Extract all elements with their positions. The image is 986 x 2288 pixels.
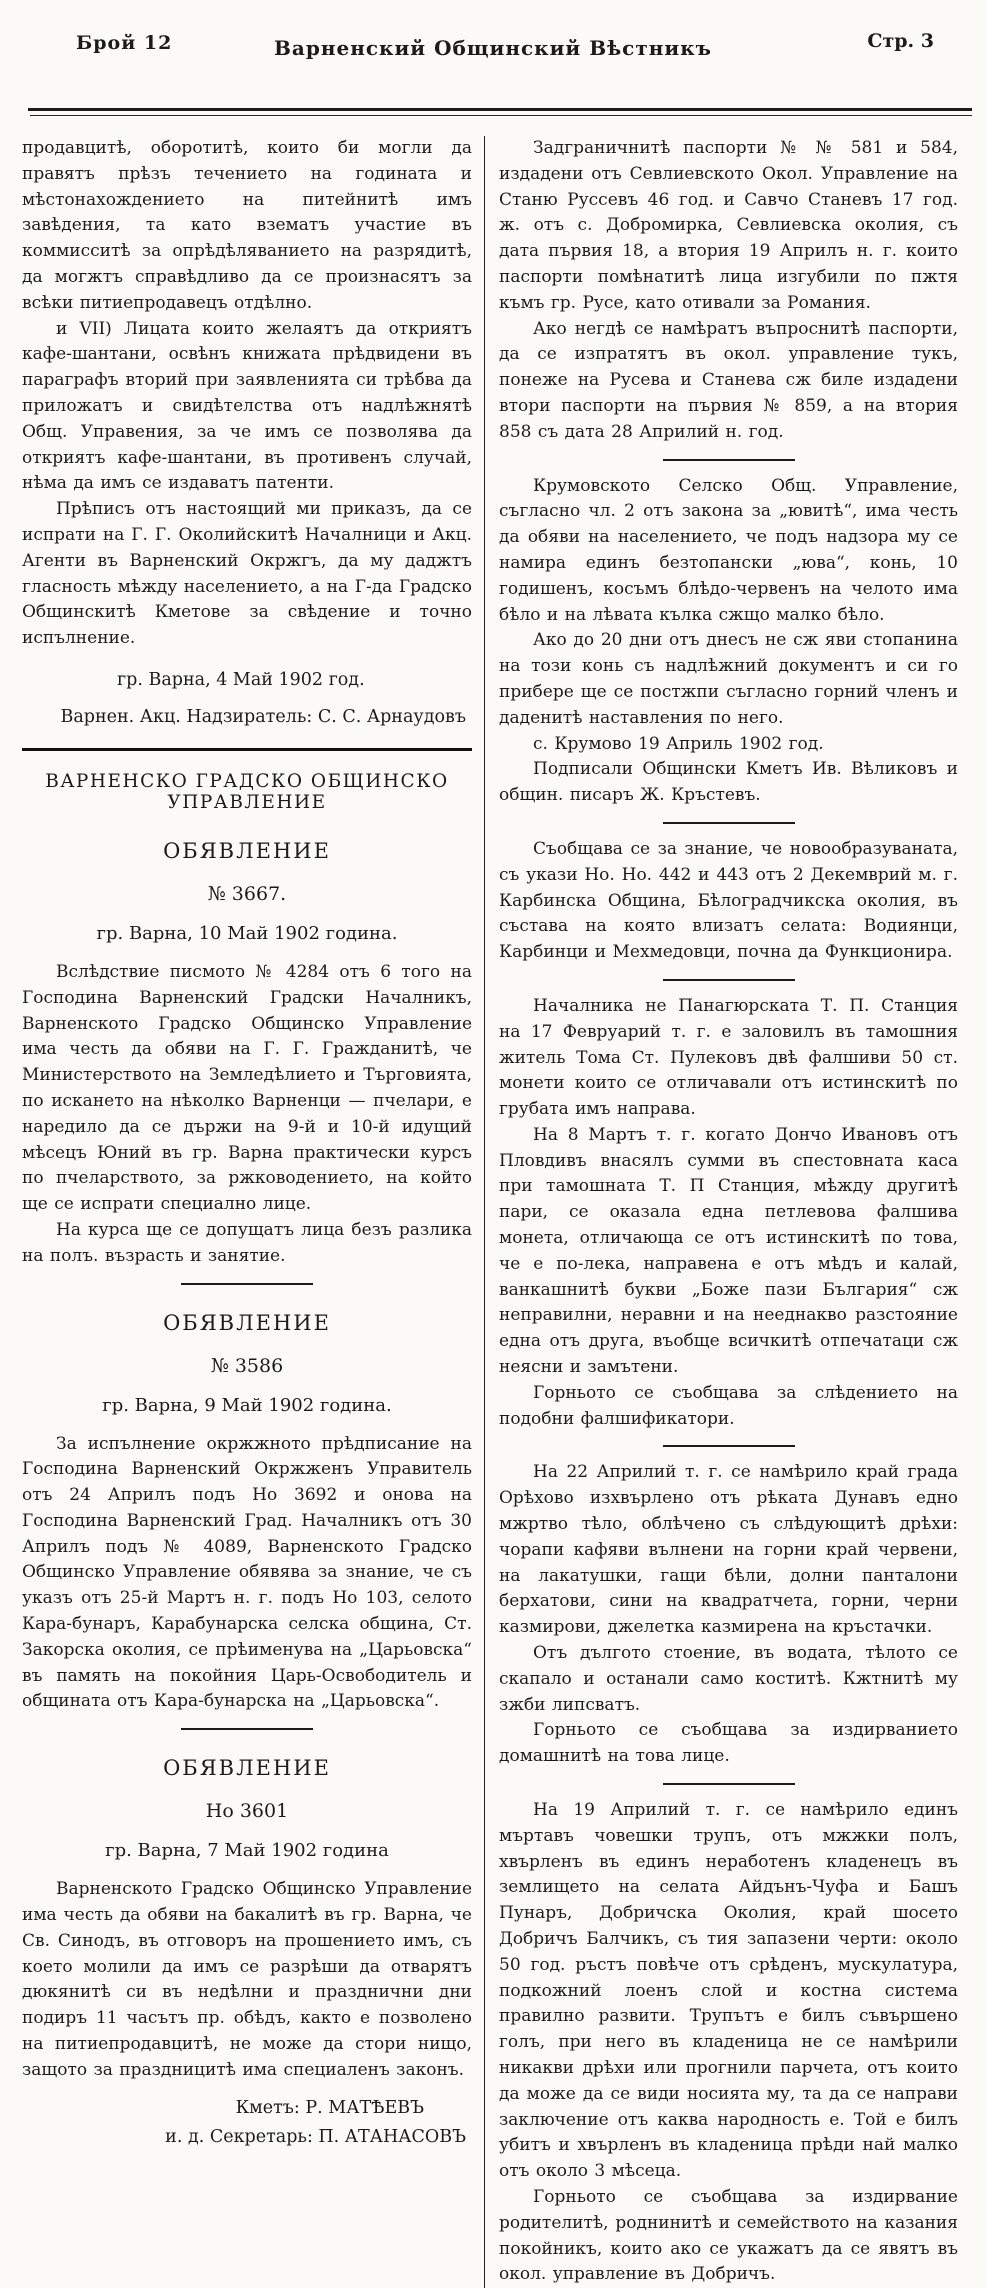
paragraph: Задграничнитѣ паспорти № № 581 и 584, издадени отъ Севлиевското Окол. Управление на Станю Руссевъ 46 год. и Савчо Станевъ 17 год. ж. отъ с. Добромирка, Севлиевска околия, съ дата първия 18, а втория 19 Априлъ н. г. които паспорти помѣнатитѣ лица изгубили по пжтя къмъ гр. Русе, като отивали за Романия. bbox=[499, 138, 958, 313]
paragraph: Горньото се съобщава за издирвание родителитѣ, роднинитѣ и семейството на казания покойникъ, които ако се укажатъ да се явятъ въ окол. управление въ Добричъ. bbox=[499, 2186, 958, 2285]
paragraph: На 19 Априлий т. г. се намѣрило единъ мъртавъ човешки трупъ, отъ мжжки полъ, хвърленъ въ единъ неработенъ кладенецъ въ землището на селата Айдънъ-Чуфа и Башъ Пунаръ, Добричска Околия, край шосето Добричъ Балчикъ, съ тия запазени черти: около 50 год. ръстъ повѣче отъ срѣденъ, мускулатура, подкожний лоенъ слой и костна система правилно развити. Трупътъ е билъ съвършено голъ, при него въ кладеница не се намѣрили никакви дрѣхи или прогнили парчета, отъ които да може да се види носията му, та да се направи заключение отъ каква народность е. Той е билъ убитъ и хвърленъ въ кладеница прѣди най малко отъ около 3 мѣсеца. bbox=[499, 1800, 958, 2182]
announcement-number: № 3586 bbox=[210, 1354, 284, 1377]
paragraph: Горньото се съобщава за издирванието домашнитѣ на това лице. bbox=[499, 1720, 958, 1767]
section-divider bbox=[663, 1783, 795, 1785]
announcement-number: № 3667. bbox=[207, 882, 287, 905]
dateline: гр. Варна, 7 Май 1902 година bbox=[105, 1840, 389, 1862]
section-divider bbox=[181, 1728, 313, 1730]
org-heading: ВАРНЕНСКО ГРАДСКО ОБЩИНСКО УПРАВЛЕНИЕ bbox=[45, 770, 449, 813]
announcement-heading: ОБЯВЛЕНИЕ bbox=[163, 1310, 331, 1335]
issue-number: Брой 12 bbox=[76, 32, 173, 54]
paragraph: Ако негдѣ се намѣратъ въпроснитѣ паспорти, да се изпратятъ въ окол. управление тукъ, понеже на Русева и Станева сж биле издадени втори паспорти на първия № 859, а на втория 858 съ дата 28 Априлий н. год. bbox=[499, 318, 958, 442]
paragraph: Ако до 20 дни отъ днесъ не сж яви стопанина на този конь съ надлѣжний документъ и си го прибере ще се постжпи съгласно горний членъ и даденитѣ наставления по него. bbox=[499, 630, 958, 728]
dateline: гр. Варна, 4 Май 1902 год. bbox=[117, 669, 365, 690]
paragraph: Отъ дългото стоение, въ водата, тѣлото се скапало и останали само коститѣ. Кжтнитѣ му зжби липсватъ. bbox=[499, 1643, 958, 1715]
paragraph: с. Крумово 19 Априль 1902 год. bbox=[533, 733, 824, 754]
masthead bbox=[0, 0, 986, 122]
right-column bbox=[484, 136, 958, 2288]
dateline: гр. Варна, 9 Май 1902 година. bbox=[102, 1394, 392, 1416]
paragraph: Началника не Панагюрската Т. П. Станция на 17 Февруарий т. г. е заловилъ въ тамошния житель Тома Ст. Пулековъ двѣ фалшиви 50 ст. монети които се отличавали отъ истинскитѣ по грубата имъ направа. bbox=[499, 995, 958, 1120]
paragraph: Крумовското Селско Общ. Управление, съгласно чл. 2 отъ закона за „ювитѣ“, има честь да обяви на населението, че подъ надзора му се намира единъ безтопански „юва“, конь, 10 годишенъ, косъмъ блѣдо-червенъ на челото има бѣло и на лѣвата кълка сжщо малко бѣло. bbox=[499, 475, 958, 625]
paragraph: Горньото се съобщава за слѣдението на подобни фалшификатори. bbox=[499, 1382, 958, 1429]
announcement-heading: ОБЯВЛЕНИЕ bbox=[163, 838, 331, 863]
paragraph: Съобщава се за знание, че новообразуваната, съ укази Но. Но. 442 и 443 отъ 2 Декемврий м. г. Карбинска Община, Бѣлоградчикска околия, въ състава на която влизатъ селата: Водиянци, Карбинци и Мехмедовци, почна да Функционира. bbox=[499, 838, 958, 963]
paragraph: На 8 Мартъ т. г. когато Дончо Ивановъ отъ Пловдивъ внасялъ сумми въ спестовната каса при тамошната Т. П Станция, мѣжду другитѣ пари, се оказала една петлевова фалшива монета, отличающа се отъ истинскитѣ по това, че е по-лека, направена е отъ мѣдъ и калай, ванкашнитѣ букви „Боже пази България“ сж неправилни, неравни и на нееднакво разстояние една отъ друга, въобще всичкитѣ отпечатаци сж неясни и замътени. bbox=[499, 1124, 958, 1378]
masthead-rule bbox=[28, 108, 972, 111]
section-divider bbox=[663, 822, 795, 824]
paragraph: Вслѣдствие писмото № 4284 отъ 6 того на Господина Варненский Градски Началникъ, Варненското Градско Общинско Управление има честь да обяви на Г. Г. Гражданитѣ, че Министерството на Земледѣлието и Търговията, по искането на нѣколко Варненци — пчелари, е наредило да се държи на 9-й и 10-й идущий мѣсецъ Юний въ гр. Варна практически курсъ по пчеларството, за ржководението, на който ще се испрати специално лице. bbox=[22, 961, 472, 1215]
paragraph: Варненското Градско Общинско Управление има честь да обяви на бакалитѣ въ гр. Варна, че Св. Синодъ, въ отговоръ на прошението имъ, съ което молили да имъ се разрѣши да отварятъ дюкянитѣ си въ недѣлни и празднични дни подиръ 11 часътъ пр. обѣдъ, както е позволено на питиепродавцитѣ, не може да стори нищо, защото за праздницитѣ има специаленъ законъ. bbox=[22, 1879, 472, 2080]
section-divider bbox=[663, 1445, 795, 1447]
section-rule bbox=[22, 748, 472, 751]
masthead-rule-thin bbox=[30, 115, 972, 116]
paragraph: За испълнение окржжното прѣдписание на Господина Варненский Окржженъ Управитель отъ 24 Априлъ подъ Но 3692 и онова на Господина Варненский Град. Началникъ отъ 30 Априлъ подъ № 4089, Варненското Градско Общинско Управление обявява за знание, че съ указъ отъ 25-й Мартъ н. г. подъ Но 103, селото Кара-бунаръ, Карабунарска селска община, Ст. Закорска околия, се прѣименува на „Царьовска“ въ память на покойния Царь-Освободитель и общината отъ Кара-бунарска на „Царьовска“. bbox=[22, 1433, 472, 1712]
paragraph: продавцитѣ, оборотитѣ, които би могли да правятъ прѣзъ течението на годината и мѣстонахождението на питейнитѣ имъ завѣдения, та като взематъ участие въ коммисситѣ за опрѣдѣляванието на разрядитѣ, да могжтъ справѣдливо да се произнасятъ за всѣки питиепродавецъ отдѣлно. bbox=[22, 138, 472, 313]
section-divider bbox=[181, 1283, 313, 1285]
announcement-heading: ОБЯВЛЕНИЕ bbox=[163, 1756, 331, 1781]
paragraph: и VII) Лицата които желаятъ да откриятъ кафе-шантани, освѣнъ книжата прѣдвидени въ параграфъ вторий при заявленията си трѣбва да приложатъ и свидѣтелства отъ надлѣжнятѣ Общ. Управения, за че имъ се позволява да откриятъ кафе-шантани, въ противенъ случай, нѣма да имъ се издаватъ патенти. bbox=[22, 318, 472, 494]
paragraph: Прѣписъ отъ настоящий ми приказъ, да се испрати на Г. Г. Околийскитѣ Началници и Акц. Агенти въ Варненский Окржгъ, да му даджтъ гласность мѣжду населението, а на Г-да Градско Общинскитѣ Кметове за свѣдение и точно испълнение. bbox=[22, 499, 472, 649]
section-divider bbox=[663, 979, 795, 981]
page-number: Стр. 3 bbox=[867, 30, 934, 52]
newspaper-title: Варненский Общинский Вѣстникъ bbox=[273, 36, 713, 60]
section-divider bbox=[663, 459, 795, 461]
announcement-number: Но 3601 bbox=[205, 1800, 289, 1823]
signature-mayor: Кметъ: Р. МАТѢЕВЪ bbox=[235, 2097, 424, 2118]
paragraph: На курса ще се допущатъ лица безъ разлика на полъ. възрасть и занятие. bbox=[22, 1219, 472, 1266]
signature: Варнен. Акц. Надзиратель: С. С. Арнаудовъ bbox=[60, 706, 466, 727]
page-body bbox=[0, 122, 986, 2288]
left-column bbox=[22, 136, 484, 2288]
signature-secretary: и. д. Секретарь: П. АТАНАСОВЪ bbox=[165, 2126, 466, 2147]
paragraph: Подписали Общински Кметъ Ив. Вѣликовъ и общин. писаръ Ж. Кръстевъ. bbox=[499, 759, 958, 806]
dateline: гр. Варна, 10 Май 1902 година. bbox=[96, 922, 398, 944]
paragraph: На 22 Априлий т. г. се намѣрило край града Орѣхово изхвърлено отъ рѣката Дунавъ едно мжртво тѣло, облѣчено съ слѣдующитѣ дрѣхи: чорапи кафяви вълнени на горни край червени, на лакатушки, гащи бѣли, долни панталони берхатови, сини на квадратчета, горни, черни казмирови, джелетка казмирена на кръстачки. bbox=[499, 1462, 958, 1638]
